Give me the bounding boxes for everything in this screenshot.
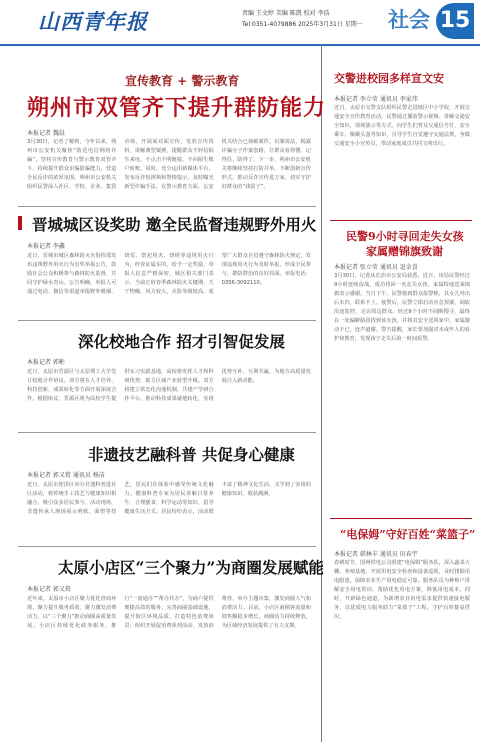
page-number: 15 bbox=[436, 3, 474, 39]
story4-headline: 非遗技艺融科普 共促身心健康 bbox=[88, 445, 295, 464]
side3-headline: “电保姆”守好百姓“菜篮子” bbox=[340, 528, 476, 541]
side1-rule bbox=[330, 220, 472, 221]
side2-rule bbox=[330, 518, 472, 519]
story2-headline: 晋城城区设奖助 邀全民监督违规野外用火 bbox=[32, 215, 317, 234]
column-divider bbox=[321, 44, 322, 742]
story5-headline: 太原小店区“三个聚力”为商圈发展赋能 bbox=[58, 558, 324, 577]
side1-body: 近日，太原市交警支队组织民警走进辖区中小学校，开展交通安全宣传教育活动。民警通过播放警示视频、讲解交通安全知识、现场演示等方式，向学生们普及交通信号灯、安全乘车、佩戴头盔等知识，引导学生自觉遵守交通法规，争做交通安全小宣传员，带动家庭成员共同文明出行。 bbox=[334, 105, 470, 147]
newspaper-logo: 山西青年报 bbox=[38, 9, 148, 34]
contact-date: Tel:0351-4079886 2025年3月31日 星期一 bbox=[242, 21, 363, 28]
story2-byline: 本报记者 李鑫 bbox=[27, 243, 65, 250]
story1-byline: 本报记者 魏晨 bbox=[27, 130, 65, 137]
story1-rule bbox=[18, 206, 316, 207]
story4-byline: 本报记者 郭又筠 通讯员 杨洁 bbox=[27, 472, 105, 479]
story3-rule bbox=[18, 432, 316, 433]
story3-body: 近日，太原市晋源区与太原理工大学签订校地合作协议，双方将在人才培养、科技创新、成果转化等方面开展深度合作。根据协议，晋源区将为高校学生提供实习实践基地，高校将发挥人才和科研优势，助力区域产业转型升级。双方将建立常态化沟通机制，共建产学研合作平台，推动科技成果就地转化，实现优势互补、互利共赢，为地方高质量发展注入新动能。 bbox=[27, 369, 311, 402]
story2-marker bbox=[18, 216, 22, 230]
side2-byline: 本报记者 张立莹 通讯员 逗金喜 bbox=[334, 264, 418, 271]
side1-byline: 本报记者 李立莹 通讯员 李家伟 bbox=[334, 96, 418, 103]
story2-rule bbox=[18, 320, 316, 321]
story3-byline: 本报记者 郭彬 bbox=[27, 359, 65, 366]
story5-body: 近年来，太原市小店区聚力优化营商环境、聚力提升服务质效、聚力激发消费活力，以“三个聚力”推动商圈高质量发展。小店区持续优化政务服务，推行“一窗通办”“帮办代办”，为商户提供便捷高效的服务；完善商圈基础设施，提升街区环境品质，打造特色消费场景；组织开展促消费系列活动，发放消费券，举办主题市集，激发商圈人气和消费活力。目前，小店区商圈客流量和销售额稳步增长，商圈活力持续释放，为区域经济发展提供了有力支撑。 bbox=[27, 596, 311, 629]
story1-headline: 朔州市双管齐下提升群防能力 bbox=[27, 95, 327, 121]
story5-byline: 本报记者 郭又筠 bbox=[27, 586, 71, 593]
story1-body: 3月30日，记者了解到，今年以来，朔州市公安机关聚焦“防范电信网络诈骗”，坚持宣传教育与警示教育双管齐下，持续提升群众识骗防骗能力，营造全民反诈的浓厚氛围。朔州市公安机关组织民警深入社区、学校、企业、集贸市场，开展面对面宣传，发放宣传资料，讲解典型案例，提醒群众不轻信陌生来电、不点击不明链接、不向陌生账户转账。同时，充分运用新媒体平台，发布反诈短视频和警情提示，及时曝光新型诈骗手法。在警示教育方面，公安机关结合已侦破案件，以案说法，揭露诈骗分子作案套路，让群众看得懂、记得住、防得了。下一步，朔州市公安机关将继续坚持打防并举，不断创新宣传形式，推动反诈宣传进万家，切实守护好群众的“钱袋子”。 bbox=[27, 139, 311, 190]
side2-headline-2: 家属赠锦旗致谢 bbox=[366, 245, 443, 258]
side1-headline: 交警进校园多样宣文安 bbox=[334, 72, 444, 85]
editor-credits: 责编 王文婷 美编 陈凯 校对 李浩 bbox=[242, 10, 330, 17]
side3-body: 春耕时节，国网供电公司组建“电保姆”服务队，深入蔬菜大棚、养殖基地，开展用电安全检查和设备巡视，及时排除用电隐患，保障农业生产用电稳定可靠。服务队员为种植户讲解安全用电常识，帮助优化用电方案，降低用电成本。同时，开辟绿色通道，为新增农业用电需求提供快速接电服务，以优质电力服务助力“菜篮子”工程，守护百姓餐桌供应。 bbox=[334, 560, 470, 620]
story1-kicker: 宣传教育 + 警示教育 bbox=[125, 74, 240, 88]
masthead bbox=[0, 0, 480, 46]
story4-rule bbox=[18, 546, 316, 547]
side2-headline-1: 民警9小时寻回走失女孩 bbox=[346, 230, 464, 243]
story4-body: 近日，太原市迎泽区举办非遗科普进社区活动，将传统手工技艺与健康知识相融合，吸引众多居民参与。活动现场，非遗传承人现场展示剪纸、面塑等技艺，居民们在体验中感受传统文化魅力。健康科普专家为居民讲解日常养生、合理膳食、科学运动等知识，倡导健康生活方式。居民纷纷表示，活动既丰富了精神文化生活，又学到了实用的健康知识，收获满满。 bbox=[27, 482, 311, 515]
story3-headline: 深化校地合作 招才引智促发展 bbox=[78, 332, 285, 351]
story2-body: 近日，晋城市城区森林防灭火指挥部发布违规野外用火行为有奖举报公告，鼓励社会公众积极参与森林防火监督，共同守护绿水青山。公告明确，举报人可通过电话、微信等渠道举报野外吸烟、烧荒、祭祀用火、烧烤等违规用火行为，经查证属实的，给予一定奖励，举报人信息严格保密。城区相关部门表示，当前正值春季森林防火关键期，天干物燥，风力较大，火险等级较高，希望广大群众自觉遵守森林防火规定，发现违规用火行为及时举报，形成全民参与、群防群治的良好局面。举报电话：0356-3092110。 bbox=[27, 253, 311, 295]
side3-byline: 本报记者 韩林丰 通讯员 田春宇 bbox=[334, 551, 418, 558]
section-title: 社会 bbox=[388, 7, 430, 32]
side2-body: 3月30日，记者从长治市公安局获悉，近日，该局民警经过9小时连续奋战，成功找回一名走失女孩，家属特地送来锦旗表示感谢。当日下午，民警接到群众报警称，其女儿外出后未归，联系不上。接警后，民警立即启动应急预案，调取沿途监控，走访周边群众，经过9个小时不间断搜寻，最终在一处偏僻路段找到该女孩，并将其安全送回家中。家属激动不已，连声道谢。警方提醒，家长要加强对未成年人的看护和教育，发现孩子走失后第一时间报警。 bbox=[334, 273, 470, 342]
